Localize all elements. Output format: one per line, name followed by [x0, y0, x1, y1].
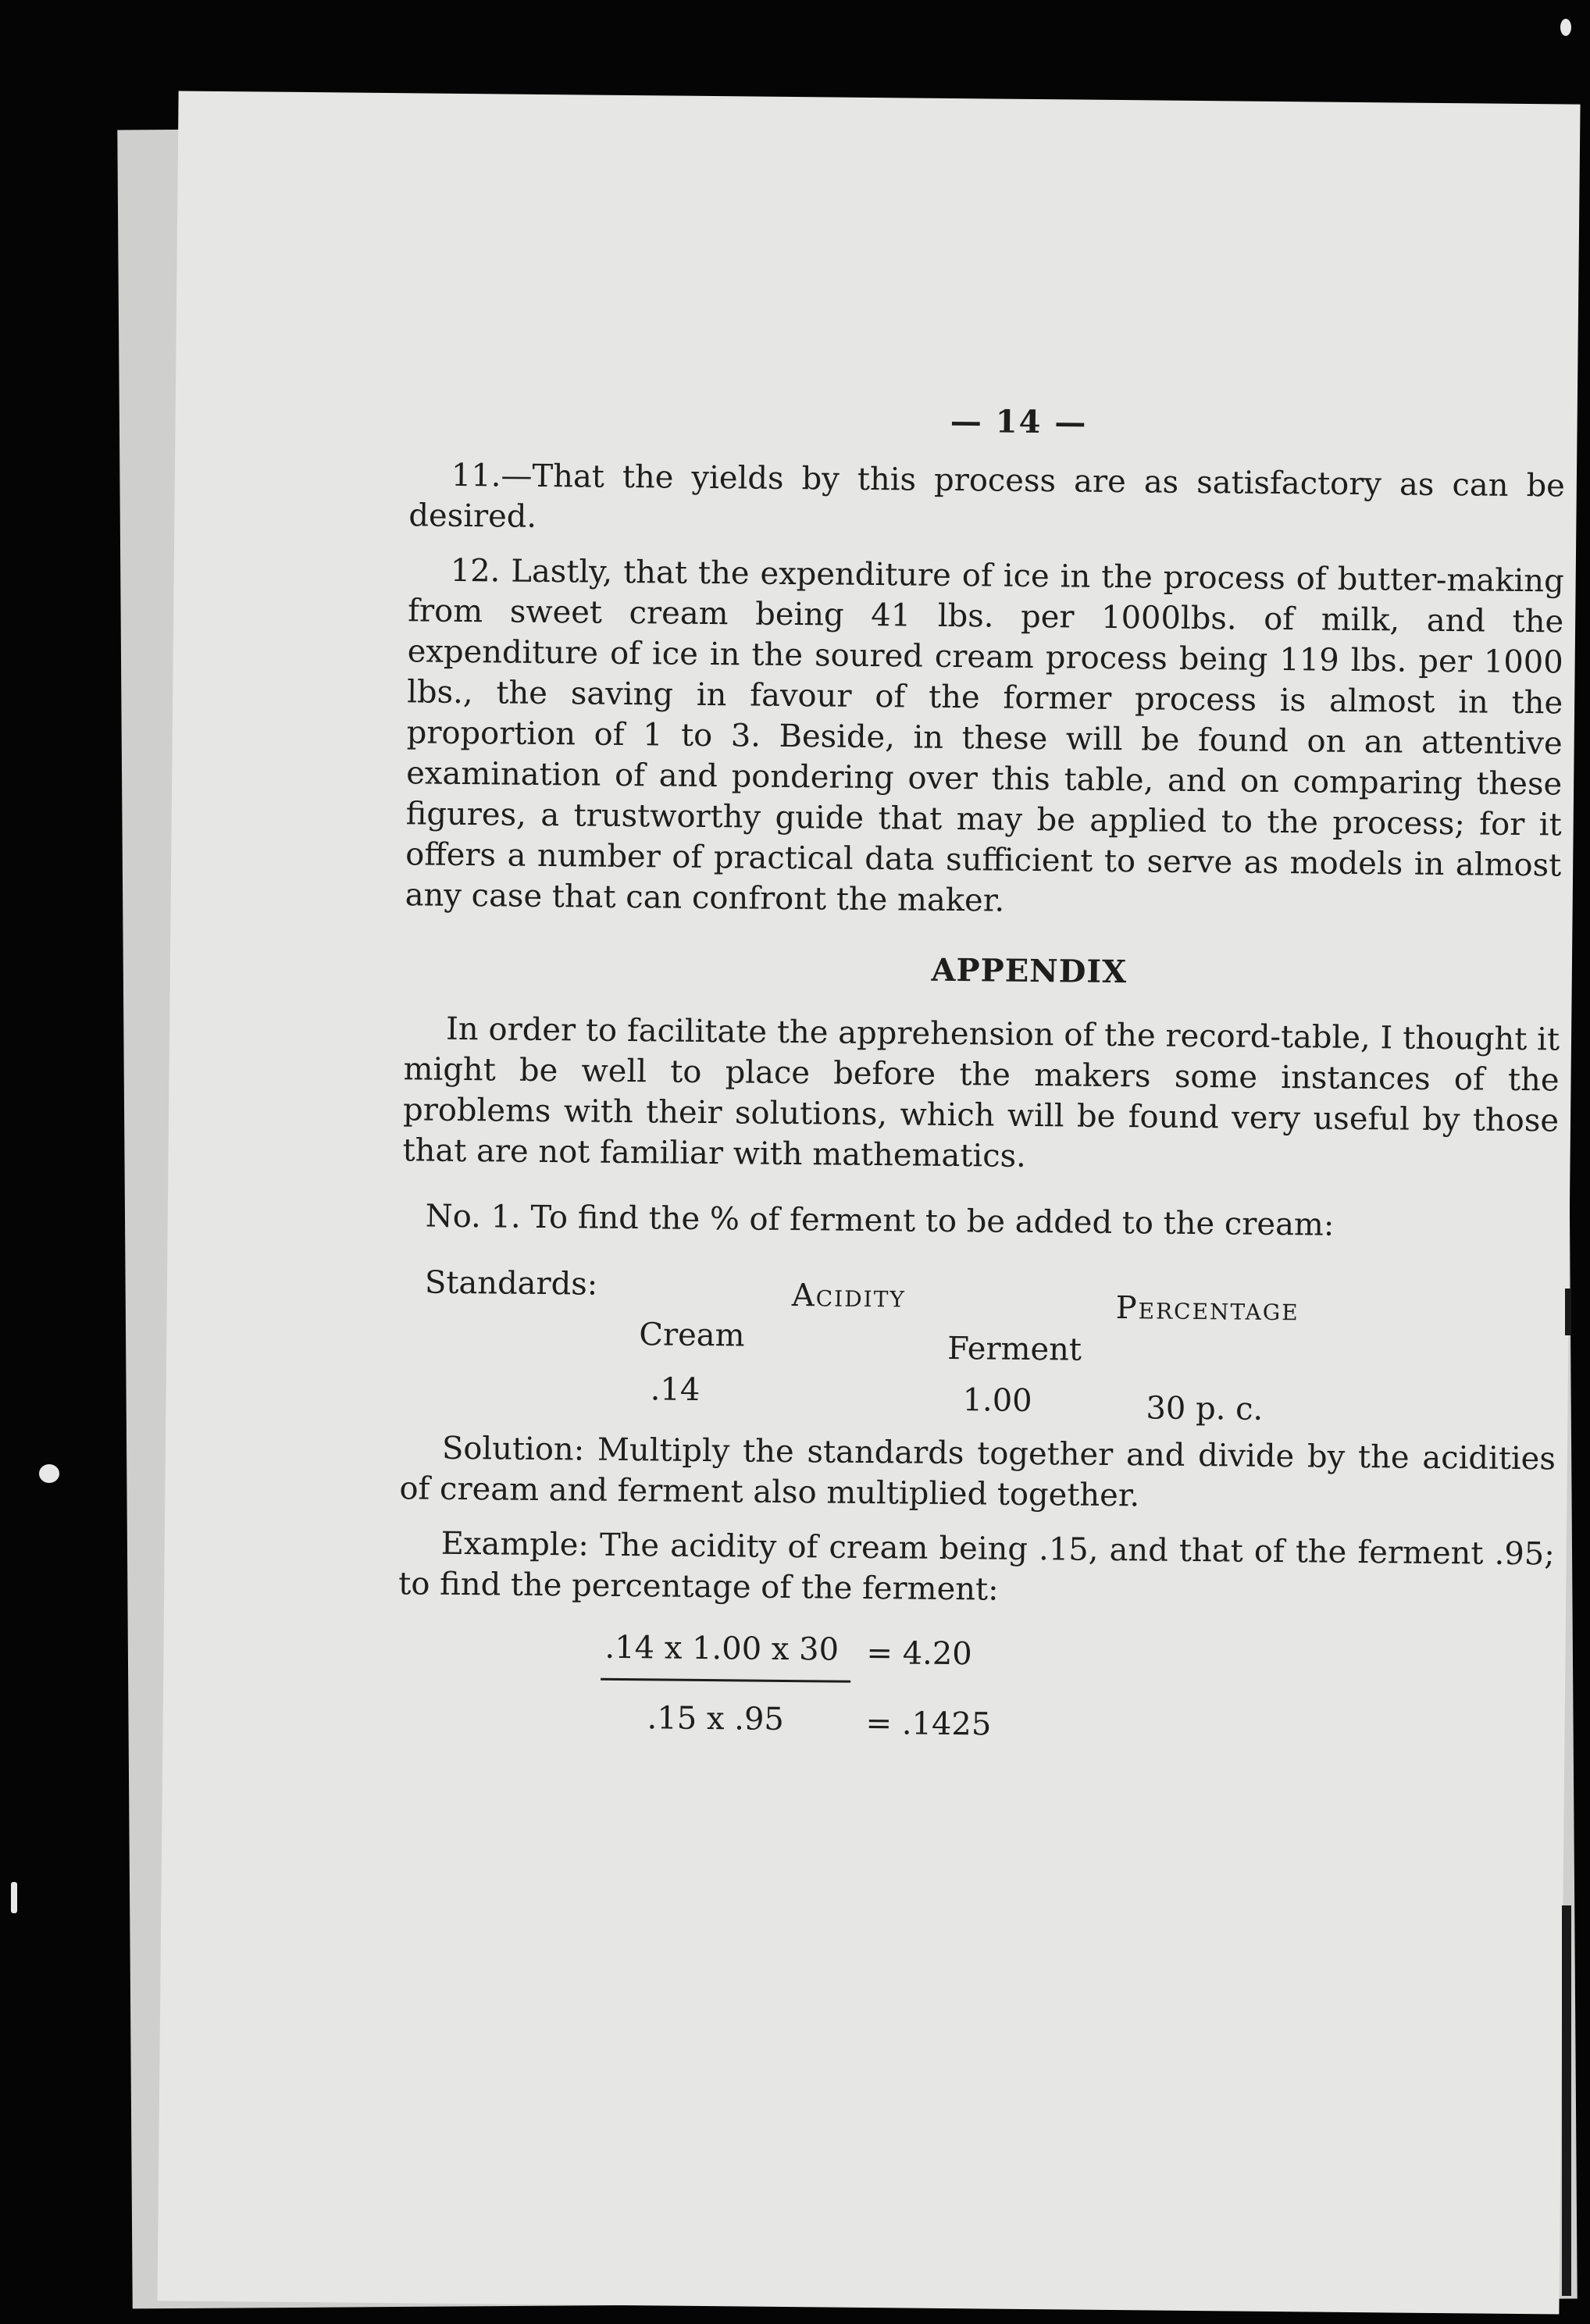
standards-table [400, 1260, 1557, 1438]
scan-speck [1560, 19, 1571, 36]
calc-numerator: .14 x 1.00 x 30 [604, 1629, 840, 1668]
ferment-value: 1.00 [962, 1382, 1032, 1420]
example-paragraph: Example: The acidity of cream being .15, and that of the ferment .95; to find the percentage of the ferment: [398, 1525, 1555, 1608]
document-page [157, 91, 1580, 2314]
paragraph-12: 12. Lastly, that the expenditure of ice in the process of butter-making from sweet cream being 41 lbs. per 1000lbs. of milk, and the expenditure of ice in the soured cream process being 119 lbs. per 1000 lbs., the saving in favour of the former process is almost in the proportion of 1 to 3. Beside, in these will be found on an attentive examination of and pondering over this table, and on comparing these figures, a trustworthy guide that may be applied to the process; for it offers a number of practical data sufficient to serve as models in almost any case that can confront the maker. [405, 552, 1564, 919]
calc-denominator-result: = .1425 [865, 1705, 992, 1743]
appendix-heading: APPENDIX [931, 951, 1128, 991]
edge-mark [1562, 1905, 1571, 2296]
paragraph-11: 11.—That the yields by this process are as satisfactory as can be desired. [408, 457, 1566, 535]
page-number: — 14 — [950, 402, 1088, 441]
scan-speck [39, 1464, 59, 1483]
acidity-header: Acidity [791, 1278, 907, 1315]
cream-label: Cream [639, 1317, 745, 1354]
calculation [397, 1627, 1553, 1755]
scan-speck [11, 1882, 17, 1913]
standards-label: Standards: [424, 1264, 598, 1303]
problem-1: No. 1. To find the % of ferment to be added to the cream: [425, 1198, 1335, 1243]
ferment-label: Ferment [947, 1330, 1082, 1368]
edge-mark [1565, 1289, 1571, 1335]
cream-value: .14 [650, 1371, 701, 1408]
percentage-value: 30 p. c. [1146, 1390, 1264, 1428]
fraction-bar [601, 1678, 850, 1683]
calc-numerator-result: = 4.20 [866, 1634, 972, 1673]
page-content [397, 304, 1567, 1755]
solution-paragraph: Solution: Multiply the standards together and divide by the acidities of cream and ferment also multiplied together. [399, 1430, 1556, 1514]
calc-denominator: .15 x .95 [647, 1700, 785, 1738]
appendix-paragraph: In order to facilitate the apprehension of the record-table, I thought it might be well to place before the makers some instances of the problems with their solutions, which will be found very useful by those that are not familiar with mathematics. [402, 1011, 1560, 1174]
percentage-header: Percentage [1115, 1290, 1299, 1328]
